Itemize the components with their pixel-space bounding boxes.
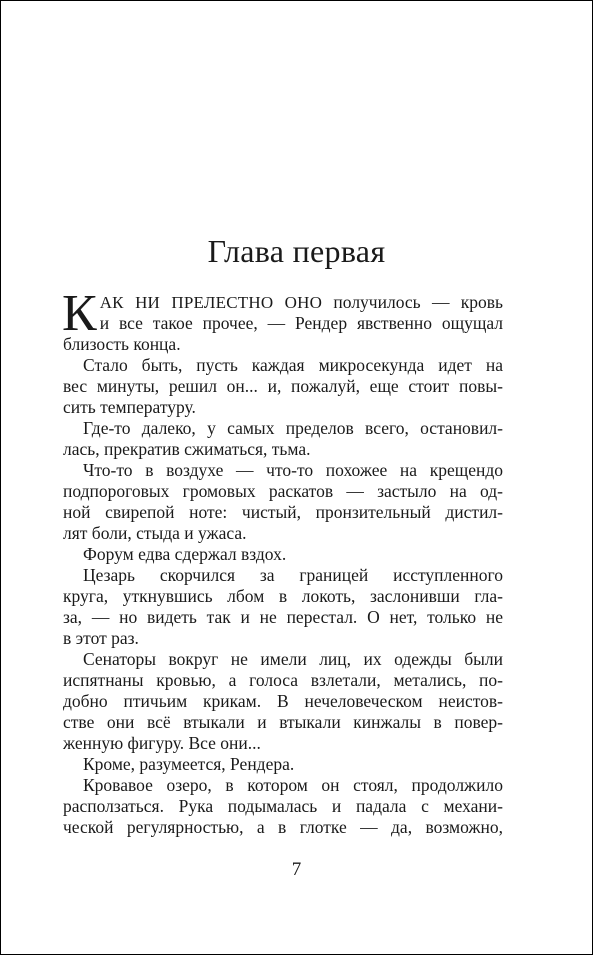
- text-line: вес минуты, решил он... и, пожалуй, еще стоит повы-: [63, 376, 503, 396]
- text-line: за, — но видеть так и не перестал. О нет, только не: [63, 607, 503, 627]
- text-line: добно птичьим крикам. В нечеловеческом неистов-: [63, 691, 503, 711]
- text-line: подпороговых громовых раскатов — застыло на од-: [63, 481, 503, 501]
- paragraph: [63, 754, 503, 775]
- drop-cap: К: [62, 285, 97, 342]
- text-fragment: получилось — кровь: [322, 292, 503, 312]
- paragraph: [63, 649, 503, 754]
- text-line: стве они всё втыкали и втыкали кинжалы в повер-: [63, 712, 503, 732]
- chapter-title: Глава первая: [207, 233, 386, 269]
- text-line: Сенаторы вокруг не имели лиц, их одежды были: [83, 649, 503, 669]
- text-line: круга, уткнувшись лбом в локоть, заслонивши гла-: [63, 586, 503, 606]
- text-line: лят боли, стыда и ужаса.: [63, 523, 247, 543]
- text-line: лась, прекратив сжиматься, тьма.: [63, 439, 311, 459]
- page-number: 7: [291, 859, 302, 880]
- text-line: женную фигуру. Все они...: [63, 733, 261, 753]
- small-caps-opening: АК НИ ПРЕЛЕСТНО ОНО: [99, 293, 323, 312]
- text-line: Где-то далеко, у самых пределов всего, остановил-: [83, 418, 503, 438]
- paragraph: [63, 460, 503, 544]
- text-line: Кроме, разумеется, Рендера.: [83, 754, 295, 774]
- text-line: ческой регулярностью, а в глотке — да, возможно,: [63, 817, 503, 837]
- text-line: испятнаны кровью, а голоса взлетали, метались, по-: [63, 670, 503, 690]
- text-line: близость конца.: [63, 334, 181, 354]
- text-line: ной свирепой ноте: чистый, пронзительный дистил-: [63, 502, 503, 522]
- text-line: в этот раз.: [63, 628, 139, 648]
- text-line: Кровавое озеро, в котором он стоял, продолжило: [83, 775, 503, 795]
- text-line: и все такое прочее, — Рендер явственно ощущал: [99, 313, 503, 333]
- text-line: Форум едва сдержал вздох.: [83, 544, 287, 564]
- paragraph: [63, 418, 503, 460]
- paragraph: [63, 565, 503, 649]
- text-line: сить температуру.: [63, 397, 196, 417]
- paragraph: [63, 544, 503, 565]
- text-line: расползаться. Рука подымалась и падала с механи-: [63, 796, 503, 816]
- text-line: [63, 292, 503, 313]
- text-line: Стало быть, пусть каждая микросекунда идет на: [83, 355, 503, 375]
- paragraph-1: [62, 285, 503, 355]
- paragraph: [63, 355, 503, 418]
- body-text: [62, 285, 503, 838]
- text-line: Что-то в воздухе — что-то похожее на крещендо: [83, 460, 503, 480]
- text-line: Цезарь скорчился за границей исступленного: [83, 565, 503, 585]
- paragraph: [63, 775, 503, 838]
